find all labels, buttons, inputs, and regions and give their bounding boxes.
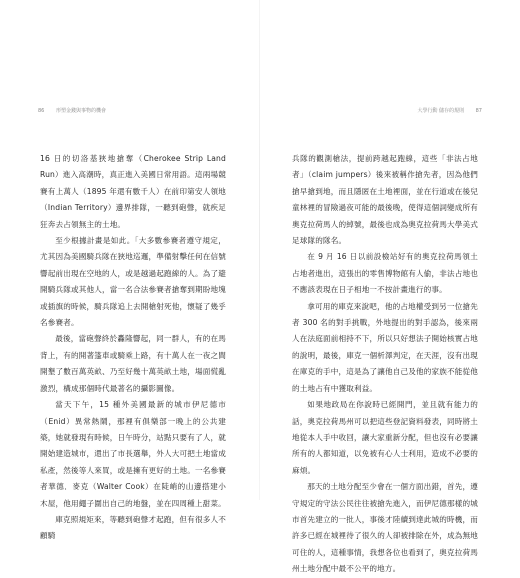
right-body-text — [292, 151, 478, 578]
left-running-head: 形塑金錢與事物的機會 — [55, 108, 106, 114]
paragraph: 那天的土地分配至少會在一個方面出錯，首先，遵守規定的守法公民往往被搶先進入，而伊尼德那樣的城市首先建立的一批人，事後才陸續到達此城的時機，而許多已經在城裡待了很久的人卻被排除在外，成為無地可住的人，這種事情，我想各位也看到了，奧克拉荷馬州土地分配中最不公平的地方。 — [292, 482, 478, 574]
paragraph: 庫克照規矩來，等聽到砲聲才起跑，但有很多人不顧騎 — [40, 514, 226, 541]
left-body-text — [40, 151, 226, 545]
paragraph: 兵隊的觀測槍法，提前跨越起跑線，這些「非法占地者」（claim jumpers）後來被稱作搶先者，因為他們搶早搶到地，而且隱匿在土地裡面，並在行道或在後兒童林裡的冒險過夜可能的最後晚，使得這個詞變成所有奧克拉荷馬人的綽號，最後也成為奧克拉荷馬大學美式足球隊的隊名。 — [292, 154, 478, 246]
paragraph: 最後，當砲聲終於轟隆響起，同一群人，有的在馬背上，有的開著篷車或騎乘上路，有十萬人在一夜之間開墾了數百萬英畝、乃至好幾十萬英畝土地，場面慌亂激烈，構成那個時代最著名的攝影圖像。 — [40, 334, 226, 393]
left-page — [0, 0, 260, 541]
paragraph: 當天下午，15 種外美國最新的城市伊尼德市（Enid）異常熱鬧，那裡有俱樂部一晚上的公共建築，她就發現有時候，日午時分，站點只要有了人，就開始建造城市，還出了市長選舉，外人大可把土地當成私產，然後等人來買，或是擁有更好的土地。一名參賽者華德．麥克（Walter Cook）在陡峭的山邊搭建小木屋，他用繩子圍出自己的地盤，並在四周種上甜菜。 — [40, 400, 226, 508]
left-page-number: 86 — [38, 108, 45, 114]
right-page — [260, 0, 520, 574]
left-running-header — [38, 107, 106, 114]
paragraph: 如果地政局在你說時已經開門，並且就有能力的話，奧克拉荷馬州可以把這些登記資料發表，同時將土地從本人手中收回，讓大家重新分配，但也沒有必要讓所有的人都知道，以免被有心人士利用，造成不必要的麻煩。 — [292, 400, 478, 475]
right-page-number: 87 — [475, 108, 482, 114]
paragraph: 16 日的切洛基狹地搶奪（Cherokee Strip Land Run）進入高潮時，真正進入美國日常用語。這兩場競賽有上萬人（1895 年還有數千人）在前印第安人領地（Indian Territory）邊界排隊，一聽到砲聲，就疾足狂奔去占領無主的土地。 — [40, 154, 226, 229]
paragraph: 拿可用的庫克來說吧，他的占地權受到另一位搶先者 300 名的對手挑戰，外地提出的對手認為，後來兩人在法庭面前相持不下，所以只好想法子開始核實占地的說明，最後，庫克一個析澤判定，在天涯，沒有出現在庫克的手中，這是為了讓他自己及他的家族不能從他的土地占有中獲取利益。 — [292, 301, 478, 393]
paragraph: 在 9 月 16 日以前設檢站好有的奧克拉荷馬領土占地者進出，這張出的零售博物館有人偷，非法占地也不應該表現在日子相地一不按計畫進行的事。 — [292, 252, 478, 295]
right-running-head: 大學行動 儲存的規則 — [417, 108, 465, 114]
right-running-header — [417, 107, 482, 114]
paragraph: 至少根據計畫是如此。「大多數參賽者遵守規定，尤其因為美國騎兵隊在狹地巡邏，準備射擊任何在信號響起前出現在空地的人，或是越過起跑線的人。為了避開騎兵隊或其他人，當一名合法參賽者搶奪到期盼地塊或插旗的時候，騎兵隊追上去開槍射死他，懷疑了幾乎名參賽者。 — [40, 236, 226, 328]
